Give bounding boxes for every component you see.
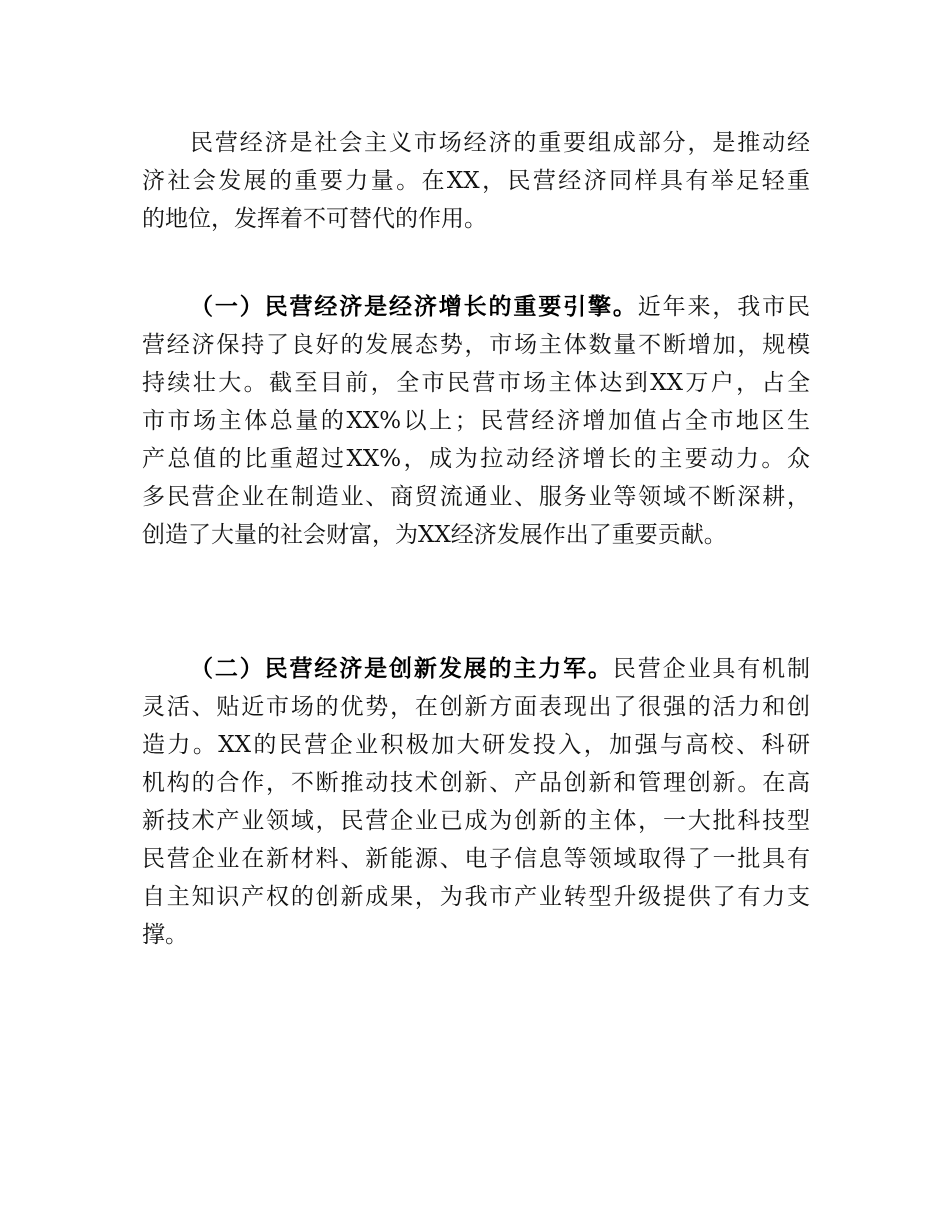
section-1-paragraph (142, 288, 810, 554)
section-2-line-4: 机构的合作，不断推动技术创新、产品创新和管理创新。在高 (142, 770, 810, 796)
section-2-first-line-text: 民营企业具有机制 (612, 656, 810, 682)
intro-line-1: 民营经济是社会主义市场经济的重要组成部分，是推动经 (190, 130, 810, 156)
section-1-line-5: 产总值的比重超过XX%，成为拉动经济增长的主要动力。众 (142, 446, 810, 472)
section-2-line-7: 自主知识产权的创新成果，为我市产业转型升级提供了有力支 (142, 884, 810, 910)
section-1-line-6: 多民营企业在制造业、商贸流通业、服务业等领域不断深耕， (142, 484, 810, 510)
section-2-line-6: 民营企业在新材料、新能源、电子信息等领域取得了一批具有 (142, 846, 810, 872)
section-1-line-3: 持续壮大。截至目前，全市民营市场主体达到XX万户，占全 (142, 370, 810, 396)
intro-paragraph (142, 124, 810, 238)
section-2-line-3: 造力。XX的民营企业积极加大研发投入，加强与高校、科研 (142, 732, 810, 758)
section-2-line-8: 撑。 (142, 922, 188, 948)
section-2-heading: （二）民营经济是创新发展的主力军。 (190, 656, 613, 682)
section-1-first-line (142, 288, 810, 326)
section-1-line-7: 创造了大量的社会财富，为XX经济发展作出了重要贡献。 (142, 522, 727, 548)
section-1-first-line-text: 近年来，我市民 (637, 294, 810, 320)
section-2-paragraph (142, 650, 810, 954)
section-1-line-4: 市市场主体总量的XX%以上；民营经济增加值占全市地区生 (142, 408, 810, 434)
section-2-first-line (142, 650, 810, 688)
section-1-heading: （一）民营经济是经济增长的重要引擎。 (190, 294, 638, 320)
section-2-line-5: 新技术产业领域，民营企业已成为创新的主体，一大批科技型 (142, 808, 810, 834)
intro-line-2: 济社会发展的重要力量。在XX，民营经济同样具有举足轻重 (142, 168, 810, 194)
section-2-line-2: 灵活、贴近市场的优势，在创新方面表现出了很强的活力和创 (142, 694, 810, 720)
section-1-line-2: 营经济保持了良好的发展态势，市场主体数量不断增加，规模 (142, 332, 810, 358)
intro-line-3: 的地位，发挥着不可替代的作用。 (142, 206, 487, 232)
